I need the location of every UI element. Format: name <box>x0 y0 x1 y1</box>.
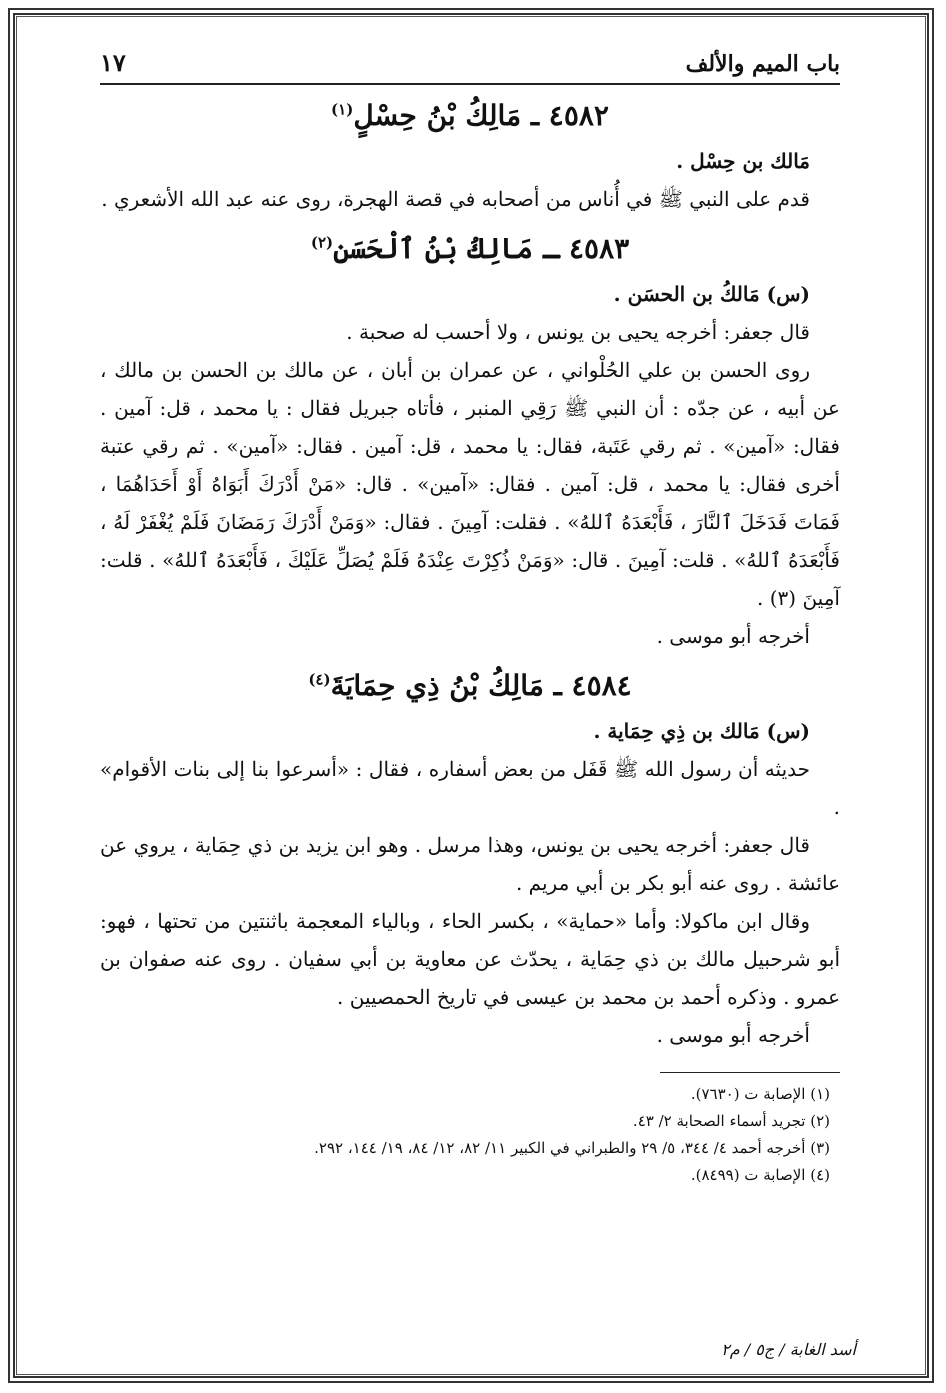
entry-4583 <box>100 232 840 655</box>
running-header <box>100 48 840 85</box>
footnote-ref: (٤) <box>308 670 331 689</box>
entry-title <box>100 669 840 702</box>
entry-4584 <box>100 669 840 1054</box>
footnote-ref: (٢) <box>310 233 334 252</box>
footnote: (٣) أخرجه أحمد ٤/ ٣٤٤، ٥/ ٢٩ والطبراني في الكبير ١١/ ٨٢، ١٢/ ٨٤، ١٩/ ١٤٤، ٢٩٢. <box>314 1139 830 1157</box>
paragraph: (س) مَالكُ بن الحسَن . <box>613 282 810 306</box>
paragraph: (س) مَالك بن ذِي حِمَاية . <box>593 719 810 743</box>
footnote: (١) الإصابة ت (٧٦٣٠). <box>690 1085 830 1103</box>
footnote: (٢) تجريد أسماء الصحابة ٢/ ٤٣. <box>632 1112 830 1130</box>
paragraph: روى الحسن بن علي الحُلْواني ، عن عمران بن أبان ، عن مالك بن الحسن بن مالك ، عن أبيه ، عن جدّه : أن النبي ﷺ رَقِي المنبر ، فأتاه جبريل فقال : يا محمد ، قل: آمين . فقال: «آمين» . ثم رقي عَتَبة، فقال: يا محمد ، قل: آمين . فقال: «آمين» . ثم رقي عتبة أخرى فقال: يا محمد ، قل: آمين . فقال: «آمين» . قال: «مَنْ أَدْرَكَ أَبَوَاهُ أَوْ أَحَدَاهُمَا ، فَمَاتَ فَدَخَلَ ٱلنَّارَ ، فَأَبْعَدَهُ ٱللهُ» . فقلت: آمِينَ . فقال: «وَمَنْ أَدْرَكَ رَمَضَانَ فَلَمْ يُغْفَرْ لَهُ ، فَأَبْعَدَهُ ٱللهُ» . قلت: آمِينَ . قال: «وَمَنْ ذُكِرْتَ عِنْدَهُ فَلَمْ يُصَلِّ عَلَيْكَ ، فَأَبْعَدَهُ ٱللهُ» . قلت: آمِينَ (٣) . <box>100 358 840 610</box>
page-number: ١٧ <box>100 48 126 77</box>
paragraph: أخرجه أبو موسى . <box>656 624 810 648</box>
page-body <box>100 48 840 1189</box>
entry-title <box>100 232 840 265</box>
entry-title-text: ٤٥٨٢ ـ مَالِكُ بْنُ حِسْلٍ <box>353 99 609 132</box>
paragraph: مَالك بن حِسْل . <box>676 149 810 173</box>
entry-title <box>100 99 840 132</box>
footnote-ref: (١) <box>331 100 354 119</box>
paragraph: قال جعفر: أخرجه يحيى بن يونس، وهذا مرسل . وهو ابن يزيد بن ذي حِمَاية ، يروي عن عائشة . روى عنه أبو بكر بن أبي مريم . <box>100 833 840 895</box>
entry-4582 <box>100 99 840 218</box>
paragraph: قدم على النبي ﷺ في أُناس من أصحابه في قصة الهجرة، روى عنه عبد الله الأشعري . <box>101 187 810 211</box>
footnote: (٤) الإصابة ت (٨٤٩٩). <box>690 1166 830 1184</box>
chapter-title: باب الميم والألف <box>685 51 840 77</box>
entry-title-text: ٤٥٨٣ ـ مَالِكُ بْنُ ٱلْحَسَنِ <box>333 232 630 265</box>
footnote-divider <box>660 1072 840 1073</box>
footnotes <box>100 1072 840 1189</box>
footer-signature: أسد الغابة / ج٥ / م٢ <box>721 1340 856 1359</box>
paragraph: أخرجه أبو موسى . <box>656 1023 810 1047</box>
entry-title-text: ٤٥٨٤ ـ مَالِكُ بْنُ ذِي حِمَايَةَ <box>330 669 632 702</box>
paragraph: قال جعفر: أخرجه يحيى بن يونس ، ولا أحسب له صحبة . <box>346 320 810 344</box>
paragraph: وقال ابن ماكولا: وأما «حماية» ، بكسر الحاء ، وبالياء المعجمة باثنتين من تحتها ، فهو: أبو شرحبيل مالك بن ذي حِمَاية ، يحدّث عن معاوية بن أبي سفيان . روى عنه صفوان بن عمرو . وذكره أحمد بن محمد بن عيسى في تاريخ الحمصيين . <box>100 909 840 1009</box>
paragraph: حديثه أن رسول الله ﷺ قَفَل من بعض أسفاره ، فقال : «أسرعوا بنا إلى بنات الأقوام» . <box>100 757 840 819</box>
